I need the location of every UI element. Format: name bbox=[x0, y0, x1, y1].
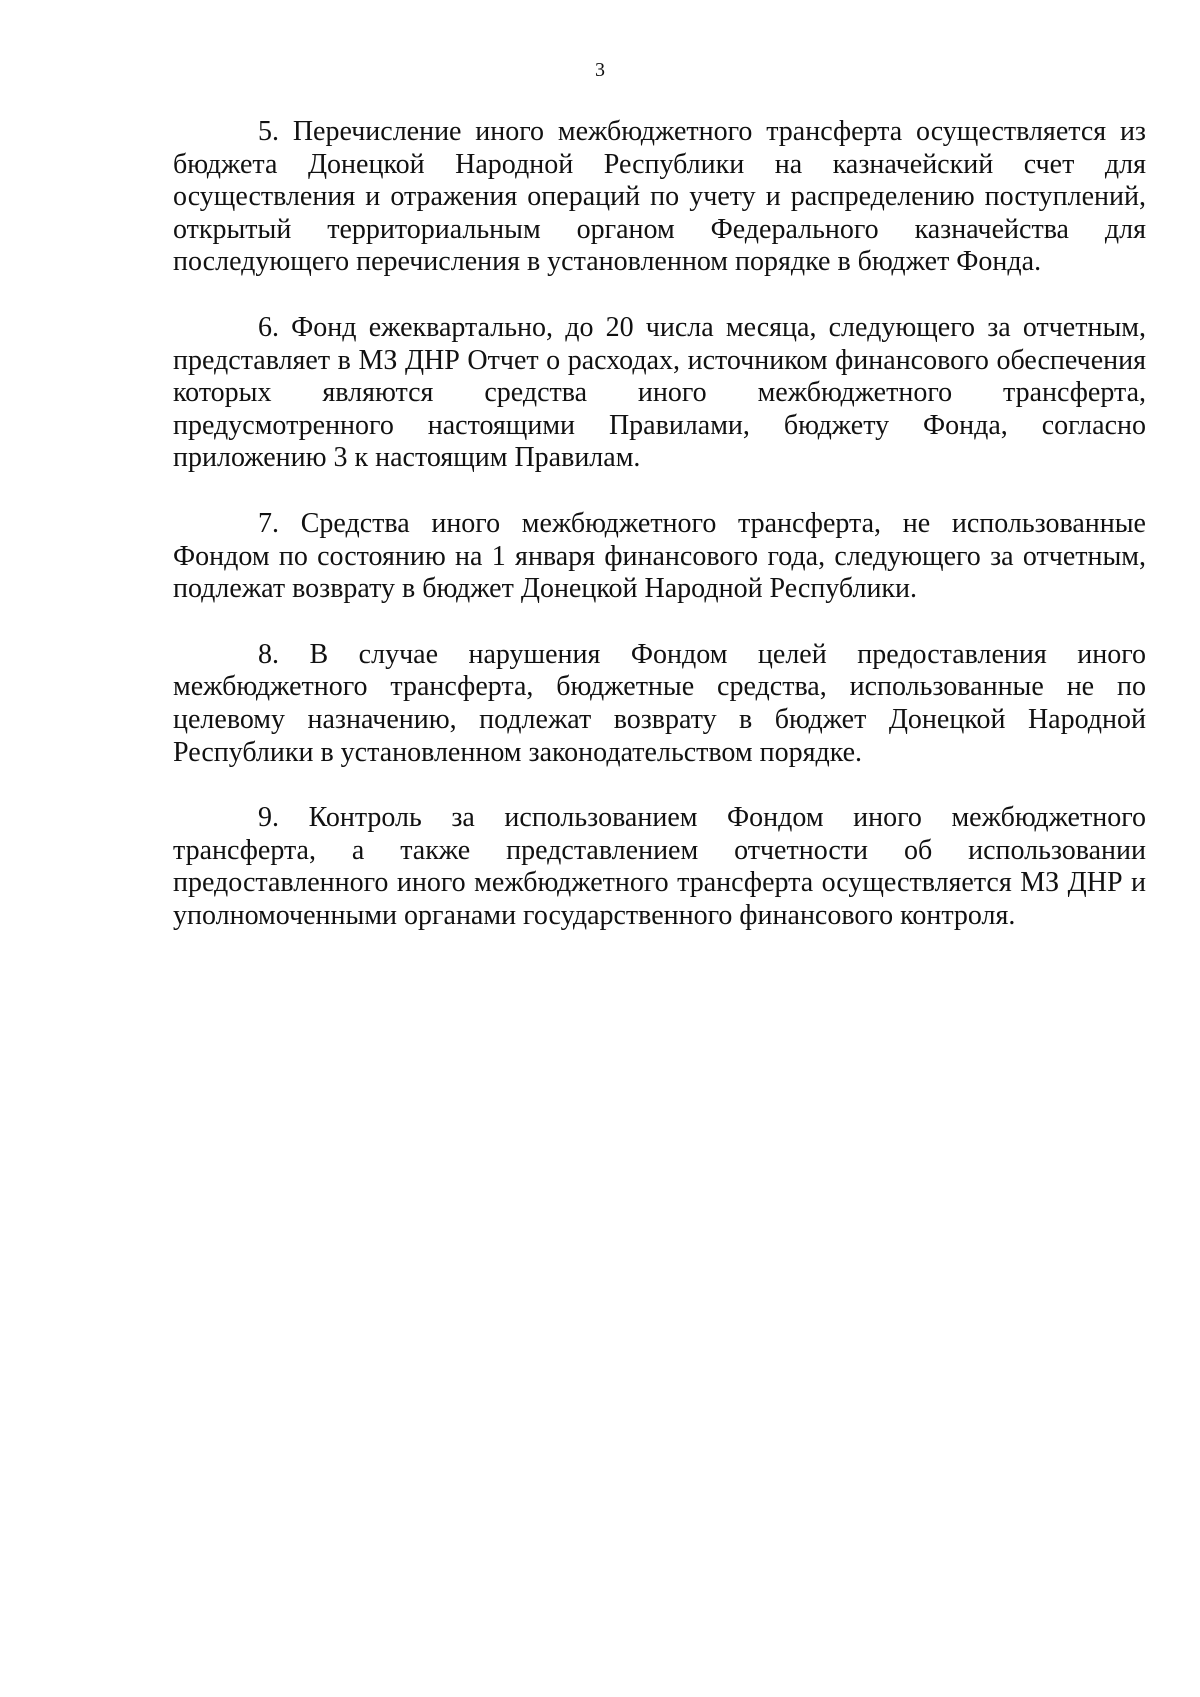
clause-7: 7. Средства иного межбюджетного трансферта, не использованные Фондом по состоянию на 1 января финансового года, следующего за отчетным, подлежат возврату в бюджет Донецкой Народной Республики. bbox=[173, 507, 1146, 605]
page-number: 3 bbox=[595, 59, 605, 81]
clause-9: 9. Контроль за использованием Фондом иного межбюджетного трансферта, а также представлением отчетности об использовании предоставленного иного межбюджетного трансферта осуществляется МЗ ДНР и уполномоченными органами государственного финансового контроля. bbox=[173, 802, 1146, 931]
clause-6: 6. Фонд ежеквартально, до 20 числа месяца, следующего за отчетным, представляет в МЗ ДНР Отчет о расходах, источником финансового обеспечения которых являются средства иного межбюджетного трансферта, предусмотренного настоящими Правилами, бюджету Фонда, согласно приложению 3 к настоящим Правилам. bbox=[173, 311, 1146, 474]
document-body bbox=[173, 116, 1146, 965]
clause-8: 8. В случае нарушения Фондом целей предоставления иного межбюджетного трансферта, бюджетные средства, использованные не по целевому назначению, подлежат возврату в бюджет Донецкой Народной Республики в установленном законодательством порядке. bbox=[173, 638, 1146, 768]
clause-5: 5. Перечисление иного межбюджетного трансферта осуществляется из бюджета Донецкой Народной Республики на казначейский счет для осуществления и отражения операций по учету и распределению поступлений, открытый территориальным органом Федерального казначейства для последующего перечисления в установленном порядке в бюджет Фонда. bbox=[173, 116, 1146, 278]
